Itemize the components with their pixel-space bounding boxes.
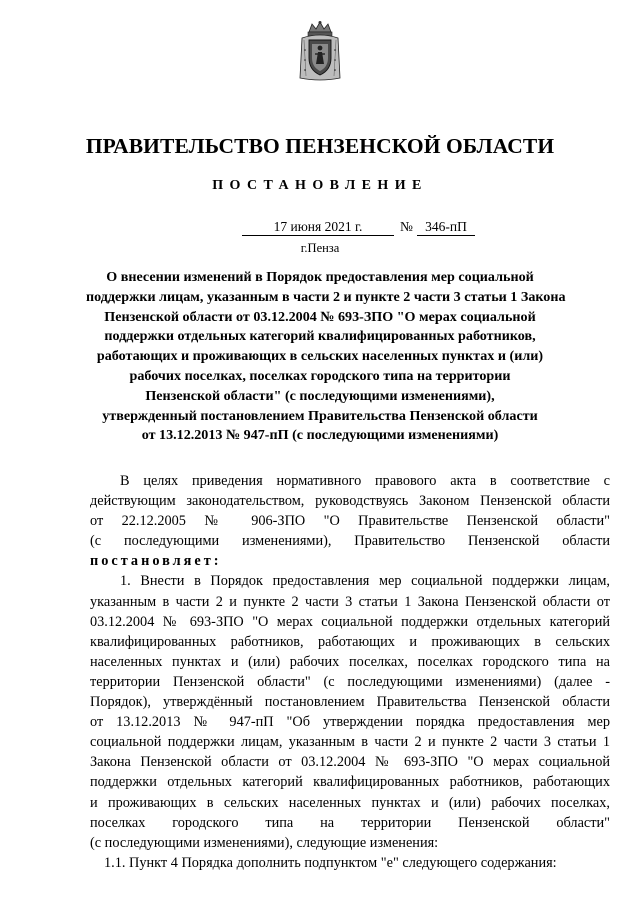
number-sign: № [400, 219, 413, 234]
document-subject [86, 268, 566, 446]
body-line: населенных пунктах и (или) рабочих поселках, поселках городского типа на [90, 653, 610, 670]
body-line: указанным в части 2 и пункте 2 части 3 статьи 1 Закона Пензенской области от [90, 593, 610, 610]
subject-line: рабочих поселках, поселках городского типа на территории [129, 367, 511, 384]
document-type: ПОСТАНОВЛЕНИЕ [212, 178, 428, 193]
subject-line: Пензенской области" (с последующими изменениями), [145, 387, 495, 404]
document-number: 346-пП [417, 218, 475, 236]
subject-line: О внесении изменений в Порядок предоставления мер социальной [106, 269, 534, 285]
body-line: от 13.12.2013 № 947-пП "Об утверждении порядка предоставления мер [90, 714, 610, 731]
date-number-row [0, 218, 640, 238]
body-line: 1. Внести в Порядок предоставления мер социальной поддержки лицам, [120, 573, 610, 590]
body-line: поддержки отдельных категорий квалифицированных работников, работающих [90, 774, 610, 791]
body-line: действующим законодательством, руководствуясь Законом Пензенской области [90, 493, 610, 510]
body-line: В целях приведения нормативного правового акта в соответствие с [120, 473, 610, 489]
body-line: поселках городского типа на территории Пензенской области" [90, 814, 610, 831]
body-line: и проживающих в сельских населенных пунктах и (или) рабочих поселках, [90, 794, 610, 811]
resolution-keyword: постановляет: [90, 553, 222, 570]
subject-line: поддержки лицам, указанным в части 2 и пункте 2 части 3 статьи 1 Закона [86, 288, 566, 305]
body-line: 03.12.2004 № 693-ЗПО "О мерах социальной поддержки отдельных категорий [90, 613, 610, 630]
body-line: (с последующими изменениями), Правительство Пензенской области [90, 533, 610, 550]
government-title: ПРАВИТЕЛЬСТВО ПЕНЗЕНСКОЙ ОБЛАСТИ [85, 134, 555, 158]
document-body [90, 471, 610, 873]
body-line: от 22.12.2005 № 906-ЗПО "О Правительстве Пензенской области" [90, 513, 610, 530]
body-line: 1.1. Пункт 4 Порядка дополнить подпунктом "е" следующего содержания: [104, 854, 557, 871]
body-line: Закона Пензенской области от 03.12.2004 № 693-ЗПО "О мерах социальной [90, 754, 610, 771]
subject-line: работающих и проживающих в сельских населенных пунктах и (или) [96, 348, 544, 365]
document-date: 17 июня 2021 г. [242, 218, 394, 236]
coat-of-arms-icon [296, 20, 344, 82]
body-line: (с последующими изменениями), следующие изменения: [90, 834, 439, 851]
subject-line: утвержденный постановлением Правительства Пензенской области [102, 407, 538, 424]
subject-line: Пензенской области от 03.12.2004 № 693-ЗПО "О мерах социальной [104, 308, 536, 325]
subject-line: от 13.12.2013 № 947-пП (с последующими изменениями) [141, 427, 499, 444]
body-line: социальной поддержки лицам, указанным в части 2 и пункте 2 части 3 статьи 1 [90, 734, 610, 751]
body-line: квалифицированных работников, работающих и проживающих в сельских [90, 633, 610, 650]
coat-of-arms-emblem [0, 20, 640, 82]
subject-line: поддержки отдельных категорий квалифицированных работников, [104, 328, 536, 345]
body-line: территории Пензенской области" (с последующими изменениями) (далее - [90, 673, 610, 690]
body-line: Порядок), утверждённый постановлением Правительства Пензенской области [90, 694, 610, 711]
city-label: г.Пенза [300, 241, 340, 255]
